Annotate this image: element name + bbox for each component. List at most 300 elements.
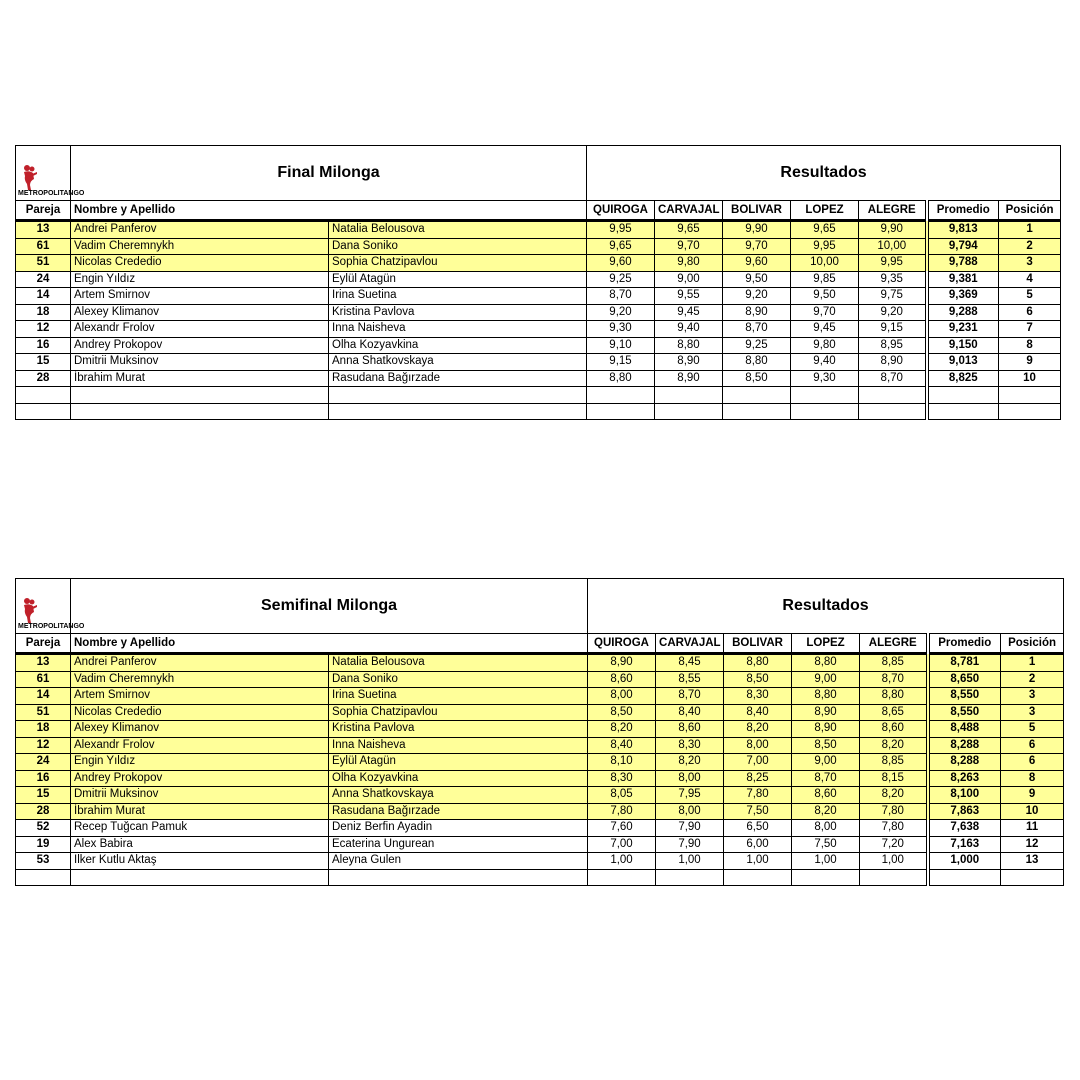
follower-name-cell: Irina Suetina	[329, 288, 587, 305]
position-cell: 6	[1001, 737, 1064, 754]
col-judge-lopez: LOPEZ	[792, 634, 860, 654]
dancers-logo-icon	[18, 597, 40, 623]
score-carvajal-cell: 9,55	[655, 288, 723, 305]
leader-name-cell: Ilker Kutlu Aktaş	[71, 853, 329, 870]
position-cell: 1	[1001, 654, 1064, 672]
score-bolivar-cell: 9,90	[723, 221, 791, 239]
pair-number-cell: 13	[16, 654, 71, 672]
position-cell: 5	[1001, 721, 1064, 738]
table-row	[16, 271, 1061, 288]
score-bolivar-cell: 8,25	[724, 770, 792, 787]
score-carvajal-cell: 8,00	[656, 803, 724, 820]
position-cell: 3	[1001, 704, 1064, 721]
pair-number-cell: 18	[16, 721, 71, 738]
score-carvajal-cell: 7,90	[656, 836, 724, 853]
score-lopez-cell: 9,95	[791, 238, 859, 255]
empty-cell	[329, 869, 588, 886]
pair-number-cell: 12	[16, 737, 71, 754]
score-lopez-cell: 8,80	[792, 654, 860, 672]
score-bolivar-cell: 8,90	[723, 304, 791, 321]
pair-number-cell: 51	[16, 255, 71, 272]
score-lopez-cell: 7,50	[792, 836, 860, 853]
col-name-follower	[329, 634, 588, 654]
table-row	[16, 238, 1061, 255]
score-quiroga-cell: 8,90	[588, 654, 656, 672]
table-title: Final Milonga	[71, 146, 587, 201]
score-carvajal-cell: 9,70	[655, 238, 723, 255]
pair-number-cell: 15	[16, 787, 71, 804]
score-alegre-cell: 8,85	[860, 654, 928, 672]
leader-name-cell: Dmitrii Muksinov	[71, 354, 329, 371]
score-bolivar-cell: 7,80	[724, 787, 792, 804]
score-carvajal-cell: 8,30	[656, 737, 724, 754]
empty-cell	[927, 387, 999, 404]
pair-number-cell: 14	[16, 688, 71, 705]
score-alegre-cell: 9,95	[859, 255, 927, 272]
empty-cell	[860, 869, 928, 886]
follower-name-cell: Inna Naisheva	[329, 737, 588, 754]
table-row	[16, 654, 1064, 672]
table-row	[16, 803, 1064, 820]
empty-cell	[656, 869, 724, 886]
pair-number-cell: 53	[16, 853, 71, 870]
col-average: Promedio	[928, 634, 1001, 654]
average-cell: 8,550	[928, 688, 1001, 705]
score-bolivar-cell: 9,50	[723, 271, 791, 288]
position-cell: 7	[999, 321, 1061, 338]
table-row	[16, 321, 1061, 338]
average-cell: 9,794	[927, 238, 999, 255]
score-quiroga-cell: 8,10	[588, 754, 656, 771]
score-alegre-cell: 8,95	[859, 337, 927, 354]
score-carvajal-cell: 8,45	[656, 654, 724, 672]
position-cell: 11	[1001, 820, 1064, 837]
score-lopez-cell: 8,90	[792, 704, 860, 721]
score-bolivar-cell: 9,70	[723, 238, 791, 255]
table-row	[16, 787, 1064, 804]
position-cell: 10	[1001, 803, 1064, 820]
empty-cell	[329, 387, 587, 404]
score-lopez-cell: 8,20	[792, 803, 860, 820]
score-alegre-cell: 8,85	[860, 754, 928, 771]
score-quiroga-cell: 7,80	[588, 803, 656, 820]
score-carvajal-cell: 8,00	[656, 770, 724, 787]
col-judge-bolivar: BOLIVAR	[723, 201, 791, 221]
table-title: Semifinal Milonga	[71, 579, 588, 634]
score-carvajal-cell: 7,95	[656, 787, 724, 804]
score-lopez-cell: 9,00	[792, 754, 860, 771]
dancers-logo-icon	[18, 164, 40, 190]
logo-cell	[16, 579, 85, 634]
score-alegre-cell: 9,75	[859, 288, 927, 305]
score-quiroga-cell: 9,20	[587, 304, 655, 321]
follower-name-cell: Rasudana Bağırzade	[329, 370, 587, 387]
table-row	[16, 721, 1064, 738]
leader-name-cell: İbrahim Murat	[71, 370, 329, 387]
score-carvajal-cell: 9,45	[655, 304, 723, 321]
score-bolivar-cell: 9,60	[723, 255, 791, 272]
score-bolivar-cell: 8,20	[724, 721, 792, 738]
table-row	[16, 288, 1061, 305]
table-row	[16, 853, 1064, 870]
col-judge-quiroga: QUIROGA	[587, 201, 655, 221]
score-quiroga-cell: 7,60	[588, 820, 656, 837]
pair-number-cell: 28	[16, 370, 71, 387]
leader-name-cell: Alexey Klimanov	[71, 304, 329, 321]
score-carvajal-cell: 8,40	[656, 704, 724, 721]
score-bolivar-cell: 8,40	[724, 704, 792, 721]
table-row	[16, 370, 1061, 387]
score-alegre-cell: 8,20	[860, 737, 928, 754]
col-name-follower	[329, 201, 587, 221]
score-carvajal-cell: 9,80	[655, 255, 723, 272]
pair-number-cell: 16	[16, 337, 71, 354]
average-cell: 9,813	[927, 221, 999, 239]
follower-name-cell: Eylül Atagün	[329, 754, 588, 771]
score-bolivar-cell: 8,70	[723, 321, 791, 338]
table-row	[16, 836, 1064, 853]
pair-number-cell: 52	[16, 820, 71, 837]
pair-number-cell: 19	[16, 836, 71, 853]
position-cell: 5	[999, 288, 1061, 305]
empty-cell	[999, 387, 1061, 404]
table-row	[16, 754, 1064, 771]
follower-name-cell: Kristina Pavlova	[329, 721, 588, 738]
table-row	[16, 820, 1064, 837]
score-quiroga-cell: 1,00	[588, 853, 656, 870]
position-cell: 6	[1001, 754, 1064, 771]
score-quiroga-cell: 8,60	[588, 671, 656, 688]
average-cell: 8,488	[928, 721, 1001, 738]
score-carvajal-cell: 8,80	[655, 337, 723, 354]
col-pair: Pareja	[16, 201, 71, 221]
position-cell: 6	[999, 304, 1061, 321]
position-cell: 2	[1001, 671, 1064, 688]
pair-number-cell: 24	[16, 271, 71, 288]
score-carvajal-cell: 8,60	[656, 721, 724, 738]
position-cell: 2	[999, 238, 1061, 255]
empty-cell	[723, 403, 791, 420]
empty-cell	[587, 387, 655, 404]
follower-name-cell: Sophia Chatzipavlou	[329, 704, 588, 721]
score-alegre-cell: 8,60	[860, 721, 928, 738]
empty-cell	[792, 869, 860, 886]
score-carvajal-cell: 9,65	[655, 221, 723, 239]
follower-name-cell: Olha Kozyavkina	[329, 770, 588, 787]
pair-number-cell: 51	[16, 704, 71, 721]
average-cell: 8,825	[927, 370, 999, 387]
position-cell: 9	[1001, 787, 1064, 804]
score-lopez-cell: 9,65	[791, 221, 859, 239]
score-alegre-cell: 9,35	[859, 271, 927, 288]
score-quiroga-cell: 8,80	[587, 370, 655, 387]
average-cell: 7,638	[928, 820, 1001, 837]
table-row	[16, 304, 1061, 321]
position-cell: 12	[1001, 836, 1064, 853]
score-lopez-cell: 8,80	[792, 688, 860, 705]
position-cell: 13	[1001, 853, 1064, 870]
leader-name-cell: Nicolas Crededio	[71, 255, 329, 272]
pair-number-cell: 18	[16, 304, 71, 321]
score-lopez-cell: 8,90	[792, 721, 860, 738]
score-alegre-cell: 9,15	[859, 321, 927, 338]
follower-name-cell: Sophia Chatzipavlou	[329, 255, 587, 272]
logo-text: METROPOLITANGO	[18, 190, 85, 197]
average-cell: 8,650	[928, 671, 1001, 688]
average-cell: 7,163	[928, 836, 1001, 853]
score-quiroga-cell: 9,25	[587, 271, 655, 288]
empty-cell	[791, 403, 859, 420]
average-cell: 8,550	[928, 704, 1001, 721]
average-cell: 1,000	[928, 853, 1001, 870]
average-cell: 8,288	[928, 754, 1001, 771]
average-cell: 8,263	[928, 770, 1001, 787]
score-bolivar-cell: 6,50	[724, 820, 792, 837]
average-cell: 9,381	[927, 271, 999, 288]
empty-row	[16, 869, 1064, 886]
score-lopez-cell: 9,70	[791, 304, 859, 321]
score-quiroga-cell: 8,20	[588, 721, 656, 738]
col-judge-carvajal: CARVAJAL	[655, 201, 723, 221]
pair-number-cell: 15	[16, 354, 71, 371]
pair-number-cell: 24	[16, 754, 71, 771]
leader-name-cell: Recep Tuğcan Pamuk	[71, 820, 329, 837]
empty-row	[16, 403, 1061, 420]
semifinal-results-table	[15, 578, 1064, 886]
empty-cell	[16, 403, 71, 420]
score-bolivar-cell: 8,00	[724, 737, 792, 754]
empty-cell	[655, 403, 723, 420]
position-cell: 3	[999, 255, 1061, 272]
score-lopez-cell: 9,45	[791, 321, 859, 338]
col-judge-quiroga: QUIROGA	[588, 634, 656, 654]
score-quiroga-cell: 8,05	[588, 787, 656, 804]
empty-cell	[587, 403, 655, 420]
follower-name-cell: Rasudana Bağırzade	[329, 803, 588, 820]
col-judge-alegre: ALEGRE	[859, 201, 927, 221]
score-alegre-cell: 7,20	[860, 836, 928, 853]
score-quiroga-cell: 8,70	[587, 288, 655, 305]
score-bolivar-cell: 8,80	[724, 654, 792, 672]
score-lopez-cell: 9,00	[792, 671, 860, 688]
follower-name-cell: Eylül Atagün	[329, 271, 587, 288]
average-cell: 9,150	[927, 337, 999, 354]
score-alegre-cell: 8,20	[860, 787, 928, 804]
score-alegre-cell: 8,90	[859, 354, 927, 371]
leader-name-cell: Vadim Cheremnykh	[71, 238, 329, 255]
score-quiroga-cell: 9,30	[587, 321, 655, 338]
score-quiroga-cell: 9,60	[587, 255, 655, 272]
position-cell: 4	[999, 271, 1061, 288]
score-quiroga-cell: 7,00	[588, 836, 656, 853]
score-alegre-cell: 8,80	[860, 688, 928, 705]
col-pair: Pareja	[16, 634, 71, 654]
leader-name-cell: Alexandr Frolov	[71, 737, 329, 754]
leader-name-cell: Andrei Panferov	[71, 654, 329, 672]
empty-cell	[329, 403, 587, 420]
score-bolivar-cell: 7,50	[724, 803, 792, 820]
score-bolivar-cell: 9,25	[723, 337, 791, 354]
score-carvajal-cell: 8,20	[656, 754, 724, 771]
pair-number-cell: 13	[16, 221, 71, 239]
empty-cell	[999, 403, 1061, 420]
position-cell: 8	[999, 337, 1061, 354]
position-cell: 8	[1001, 770, 1064, 787]
position-cell: 3	[1001, 688, 1064, 705]
follower-name-cell: Anna Shatkovskaya	[329, 354, 587, 371]
table-row	[16, 337, 1061, 354]
follower-name-cell: Anna Shatkovskaya	[329, 787, 588, 804]
average-cell: 8,100	[928, 787, 1001, 804]
leader-name-cell: Alexey Klimanov	[71, 721, 329, 738]
col-name: Nombre y Apellido	[71, 634, 329, 654]
follower-name-cell: Deniz Berfin Ayadin	[329, 820, 588, 837]
score-bolivar-cell: 8,30	[724, 688, 792, 705]
leader-name-cell: Alex Babira	[71, 836, 329, 853]
empty-cell	[1001, 869, 1064, 886]
score-bolivar-cell: 6,00	[724, 836, 792, 853]
table-row	[16, 770, 1064, 787]
follower-name-cell: Aleyna Gulen	[329, 853, 588, 870]
pair-number-cell: 12	[16, 321, 71, 338]
leader-name-cell: Andrey Prokopov	[71, 337, 329, 354]
average-cell: 8,781	[928, 654, 1001, 672]
score-lopez-cell: 9,85	[791, 271, 859, 288]
score-quiroga-cell: 8,30	[588, 770, 656, 787]
empty-cell	[791, 387, 859, 404]
score-lopez-cell: 9,80	[791, 337, 859, 354]
score-carvajal-cell: 8,55	[656, 671, 724, 688]
score-lopez-cell: 9,30	[791, 370, 859, 387]
average-cell: 9,013	[927, 354, 999, 371]
score-lopez-cell: 10,00	[791, 255, 859, 272]
score-lopez-cell: 8,00	[792, 820, 860, 837]
empty-cell	[723, 387, 791, 404]
score-alegre-cell: 9,90	[859, 221, 927, 239]
empty-row	[16, 387, 1061, 404]
col-name: Nombre y Apellido	[71, 201, 329, 221]
empty-cell	[16, 387, 71, 404]
average-cell: 9,788	[927, 255, 999, 272]
score-carvajal-cell: 8,90	[655, 370, 723, 387]
score-lopez-cell: 8,50	[792, 737, 860, 754]
pair-number-cell: 61	[16, 671, 71, 688]
leader-name-cell: Alexandr Frolov	[71, 321, 329, 338]
average-cell: 7,863	[928, 803, 1001, 820]
score-quiroga-cell: 9,95	[587, 221, 655, 239]
pair-number-cell: 14	[16, 288, 71, 305]
empty-cell	[859, 387, 927, 404]
col-position: Posición	[999, 201, 1061, 221]
score-bolivar-cell: 9,20	[723, 288, 791, 305]
score-alegre-cell: 7,80	[860, 803, 928, 820]
follower-name-cell: Irina Suetina	[329, 688, 588, 705]
score-bolivar-cell: 8,50	[723, 370, 791, 387]
empty-cell	[859, 403, 927, 420]
score-bolivar-cell: 7,00	[724, 754, 792, 771]
final-results-table	[15, 145, 1061, 420]
score-alegre-cell: 8,15	[860, 770, 928, 787]
empty-cell	[724, 869, 792, 886]
logo-cell	[16, 146, 85, 201]
col-judge-alegre: ALEGRE	[860, 634, 928, 654]
table-row	[16, 688, 1064, 705]
empty-cell	[71, 403, 329, 420]
col-average: Promedio	[927, 201, 999, 221]
score-bolivar-cell: 8,50	[724, 671, 792, 688]
leader-name-cell: Dmitrii Muksinov	[71, 787, 329, 804]
score-bolivar-cell: 1,00	[724, 853, 792, 870]
score-carvajal-cell: 9,40	[655, 321, 723, 338]
results-title: Resultados	[587, 146, 1061, 201]
leader-name-cell: Andrey Prokopov	[71, 770, 329, 787]
leader-name-cell: İbrahim Murat	[71, 803, 329, 820]
follower-name-cell: Natalia Belousova	[329, 221, 587, 239]
empty-cell	[16, 869, 71, 886]
col-position: Posición	[1001, 634, 1064, 654]
score-lopez-cell: 1,00	[792, 853, 860, 870]
follower-name-cell: Inna Naisheva	[329, 321, 587, 338]
average-cell: 9,369	[927, 288, 999, 305]
score-quiroga-cell: 8,00	[588, 688, 656, 705]
leader-name-cell: Vadim Cheremnykh	[71, 671, 329, 688]
score-lopez-cell: 8,60	[792, 787, 860, 804]
table-row	[16, 255, 1061, 272]
empty-cell	[71, 387, 329, 404]
table-row	[16, 671, 1064, 688]
empty-cell	[71, 869, 329, 886]
average-cell: 9,288	[927, 304, 999, 321]
position-cell: 10	[999, 370, 1061, 387]
table-row	[16, 737, 1064, 754]
score-carvajal-cell: 1,00	[656, 853, 724, 870]
score-quiroga-cell: 9,10	[587, 337, 655, 354]
score-bolivar-cell: 8,80	[723, 354, 791, 371]
follower-name-cell: Ecaterina Ungurean	[329, 836, 588, 853]
score-alegre-cell: 9,20	[859, 304, 927, 321]
table-row	[16, 221, 1061, 239]
position-cell: 1	[999, 221, 1061, 239]
table-row	[16, 354, 1061, 371]
score-alegre-cell: 7,80	[860, 820, 928, 837]
score-alegre-cell: 8,65	[860, 704, 928, 721]
score-quiroga-cell: 9,65	[587, 238, 655, 255]
score-alegre-cell: 8,70	[859, 370, 927, 387]
table-row	[16, 704, 1064, 721]
empty-cell	[655, 387, 723, 404]
pair-number-cell: 28	[16, 803, 71, 820]
leader-name-cell: Artem Smirnov	[71, 288, 329, 305]
leader-name-cell: Andrei Panferov	[71, 221, 329, 239]
leader-name-cell: Nicolas Crededio	[71, 704, 329, 721]
score-lopez-cell: 8,70	[792, 770, 860, 787]
leader-name-cell: Artem Smirnov	[71, 688, 329, 705]
score-carvajal-cell: 8,90	[655, 354, 723, 371]
col-judge-carvajal: CARVAJAL	[656, 634, 724, 654]
col-judge-bolivar: BOLIVAR	[724, 634, 792, 654]
score-quiroga-cell: 8,40	[588, 737, 656, 754]
average-cell: 9,231	[927, 321, 999, 338]
pair-number-cell: 16	[16, 770, 71, 787]
score-alegre-cell: 10,00	[859, 238, 927, 255]
score-lopez-cell: 9,50	[791, 288, 859, 305]
average-cell: 8,288	[928, 737, 1001, 754]
score-lopez-cell: 9,40	[791, 354, 859, 371]
follower-name-cell: Kristina Pavlova	[329, 304, 587, 321]
follower-name-cell: Dana Soniko	[329, 671, 588, 688]
logo-text: METROPOLITANGO	[18, 623, 85, 630]
score-quiroga-cell: 8,50	[588, 704, 656, 721]
